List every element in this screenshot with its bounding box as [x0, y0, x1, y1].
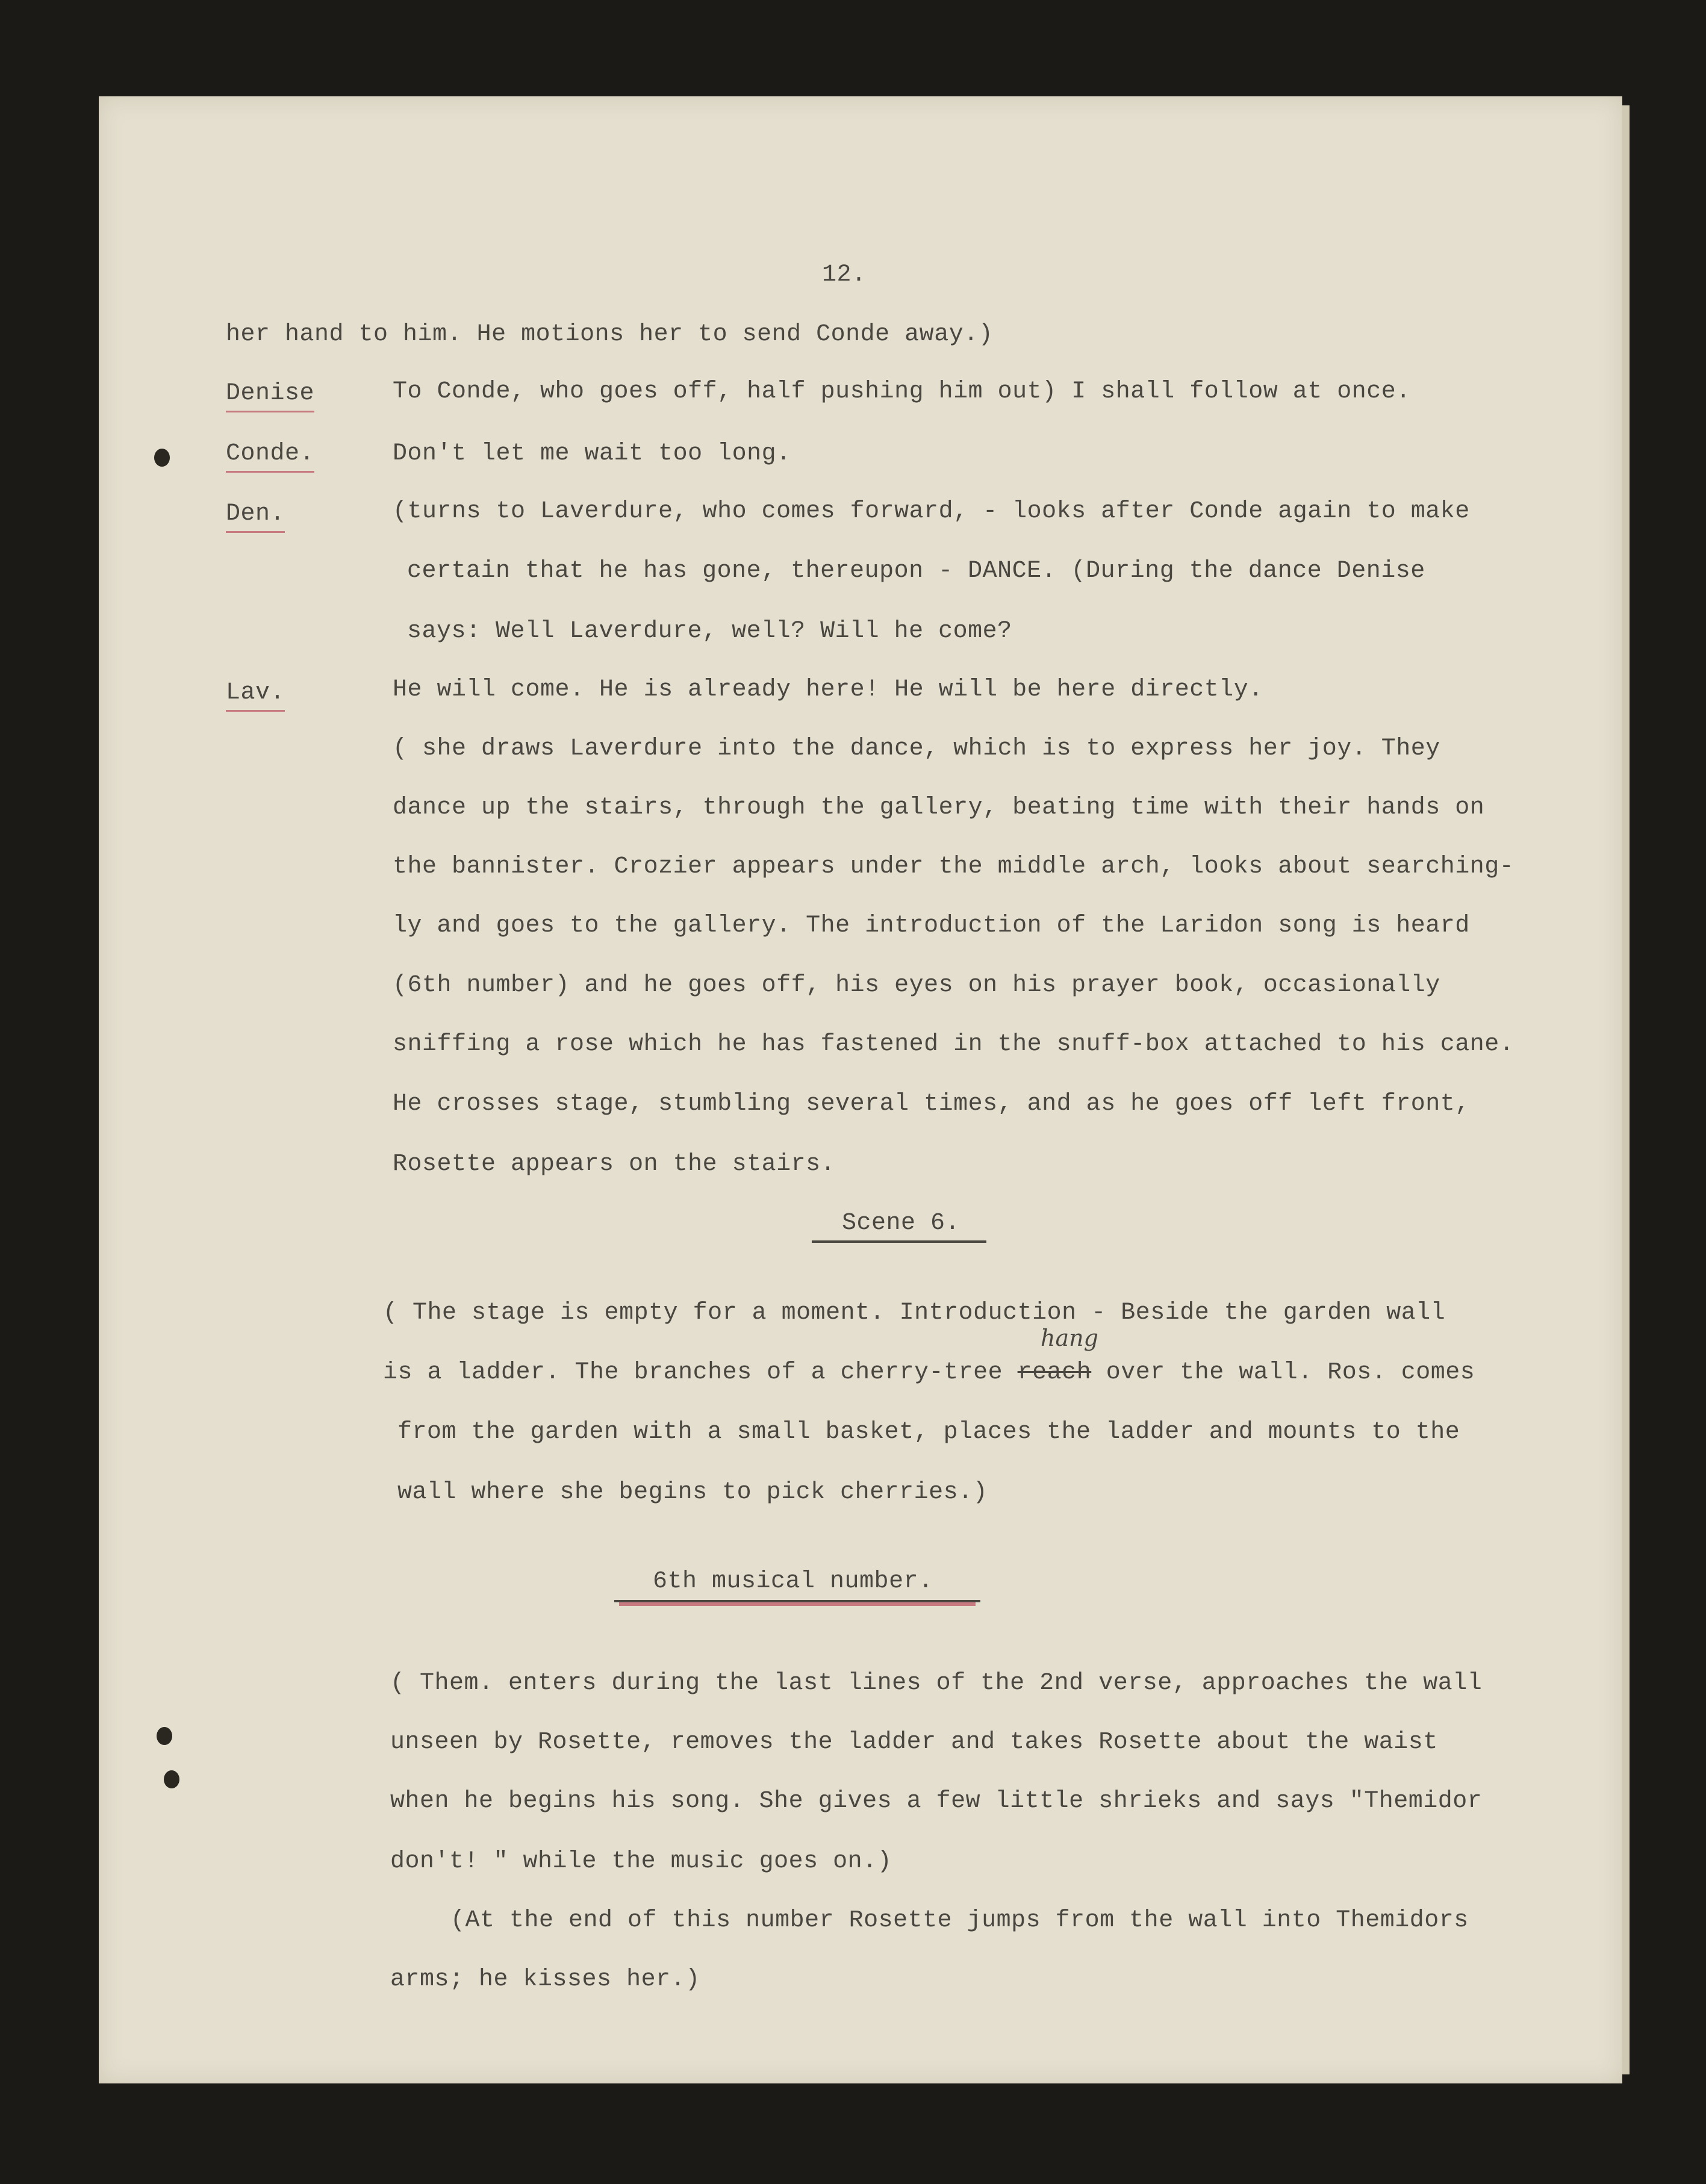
stage-direction-line: (At the end of this number Rosette jumps from the wall into Themidors	[450, 1907, 1469, 1934]
binding-hole	[164, 1770, 179, 1788]
stage-direction-line: when he begins his song. She gives a few little shrieks and says "Themidor	[390, 1788, 1483, 1815]
page-edge	[1622, 105, 1630, 2074]
binding-hole	[154, 449, 170, 467]
speaker-denise: Denise	[226, 379, 314, 412]
stage-direction-line: dance up the stairs, through the gallery, beating time with their hands on	[393, 794, 1485, 821]
binding-hole	[157, 1727, 172, 1745]
speaker-conde: Conde.	[226, 440, 314, 473]
struck-word: reach	[1017, 1359, 1092, 1386]
handwritten-correction: hang	[1041, 1325, 1098, 1351]
stage-direction-line: wall where she begins to pick cherries.)	[397, 1479, 988, 1506]
dialogue-line: (turns to Laverdure, who comes forward, - looks after Conde again to make	[393, 498, 1470, 525]
scene-heading: Scene 6.	[812, 1209, 986, 1243]
stage-direction-line: Rosette appears on the stairs.	[393, 1151, 836, 1178]
speaker-den: Den.	[226, 500, 285, 533]
stage-direction-line: ly and goes to the gallery. The introduction of the Laridon song is heard	[393, 912, 1470, 939]
musical-number-heading: 6th musical number.	[614, 1567, 980, 1602]
speaker-lav: Lav.	[226, 679, 285, 712]
stage-direction-line: arms; he kisses her.)	[390, 1966, 700, 1993]
text-line: her hand to him. He motions her to send Conde away.)	[226, 321, 994, 348]
dialogue-line: He will come. He is already here! He will be here directly.	[393, 676, 1263, 703]
page-number: 12.	[822, 261, 867, 288]
stage-direction-line: sniffing a rose which he has fastened in the snuff-box attached to his cane.	[393, 1031, 1515, 1058]
dialogue-line: says: Well Laverdure, well? Will he come?	[407, 618, 1012, 645]
stage-direction-line: (6th number) and he goes off, his eyes on his prayer book, occasionally	[393, 972, 1440, 999]
stage-direction-line: ( The stage is empty for a moment. Introduction - Beside the garden wall	[383, 1299, 1446, 1327]
dialogue-line: certain that he has gone, thereupon - DANCE. (During the dance Denise	[407, 558, 1425, 585]
stage-direction-line: from the garden with a small basket, places the ladder and mounts to the	[397, 1419, 1460, 1446]
stage-direction-line: ( Them. enters during the last lines of the 2nd verse, approaches the wall	[390, 1670, 1483, 1697]
dialogue-line: To Conde, who goes off, half pushing him out) I shall follow at once.	[393, 378, 1411, 405]
stage-direction-line: the bannister. Crozier appears under the middle arch, looks about searching-	[393, 853, 1515, 880]
stage-direction-line: is a ladder. The branches of a cherry-tree reach over the wall. Ros. comes	[383, 1359, 1475, 1386]
stage-direction-line: ( she draws Laverdure into the dance, which is to express her joy. They	[393, 735, 1440, 762]
stage-direction-line: unseen by Rosette, removes the ladder and takes Rosette about the waist	[390, 1729, 1438, 1756]
stage-direction-line: He crosses stage, stumbling several times, and as he goes off left front,	[393, 1090, 1470, 1118]
stage-direction-line: don't! " while the music goes on.)	[390, 1848, 892, 1875]
dialogue-line: Don't let me wait too long.	[393, 440, 791, 467]
